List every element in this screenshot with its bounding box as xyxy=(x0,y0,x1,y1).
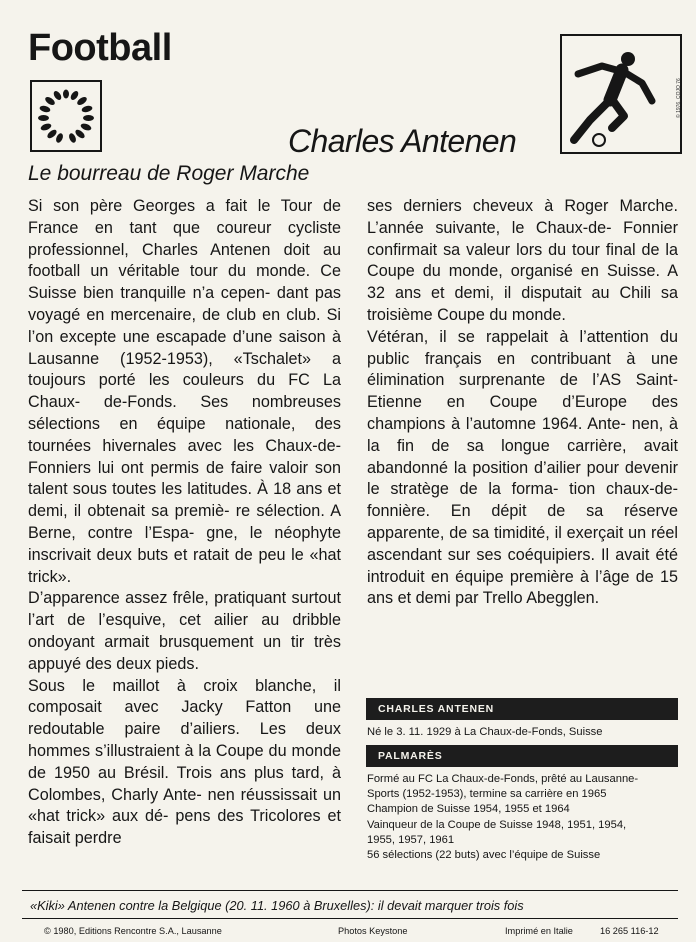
birth-info: Né le 3. 11. 1929 à La Chaux-de-Fonds, Suisse xyxy=(367,726,603,738)
caption-top-rule xyxy=(22,890,678,891)
palmares-line: Formé au FC La Chaux-de-Fonds, prêté au Lausanne- xyxy=(367,773,639,785)
article-subtitle: Le bourreau de Roger Marche xyxy=(28,162,310,185)
football-player-pictogram-icon xyxy=(562,36,680,152)
category-title: Football xyxy=(28,27,172,69)
publisher-credit: © 1980, Editions Rencontre S.A., Lausanne xyxy=(44,926,222,936)
palmares-heading: PALMARÈS xyxy=(366,745,678,767)
paragraph: Vétéran, il se rappelait à l’attention du public français en contribuant à une élimination surprenante de l’AS Saint-Etienne en Coupe d’Europe des champions à l’automne 1964. Ante- nen, à la fin de sa longue carrière, avait abandonné la position d’ailier pour devenir le stratège de la forma- tion chaux-de-fonnière. En dépit de sa réserve apparente, de sa timidité, il exerçait un réel ascendant sur ses coéquipiers. Il avait été introduit en équipe première à l’âge de 15 ans et demi par Trello Abegglen. xyxy=(367,327,678,608)
caption-bottom-rule xyxy=(22,918,678,919)
palmares-line: 56 sélections (22 buts) avec l’équipe de Suisse xyxy=(367,849,601,862)
printed-in: Imprimé en Italie xyxy=(505,926,573,936)
palmares-list xyxy=(367,772,687,863)
photo-credit: Photos Keystone xyxy=(338,926,408,936)
laurel-wreath-icon xyxy=(32,82,100,150)
paragraph: D’apparence assez frêle, pratiquant surtout l’art de l’esquive, cet ailier au dribble ondoyant armait brusquement un tir très appuyé des deux pieds. xyxy=(28,589,341,673)
sport-pictogram xyxy=(560,34,682,154)
palmares-line: Champion de Suisse 1954, 1955 et 1964 xyxy=(367,803,570,816)
paragraph: ses derniers cheveux à Roger Marche. L’année suivante, le Chaux-de- Fonnier confirmait sa valeur lors du tour final de la Coupe du monde, organisé en Suisse. A 32 ans et demi, il disputait au Chili sa troisième Coupe du monde. xyxy=(367,197,678,324)
paragraph: Sous le maillot à croix blanche, il composait avec Jacky Fatton une redoutable paire d’ailiers. Les deux hommes s’illustraient à la Coupe du monde de 1950 au Brésil. Trois ans plus tard, à Colombes, Charly Ante- nen réussissait un «hat trick» aux dé- pens des Tricolores et faisait perdre xyxy=(28,676,341,848)
card-code: 16 265 116-12 xyxy=(600,926,659,936)
photo-caption: «Kiki» Antenen contre la Belgique (20. 11. 1960 à Bruxelles): il devait marquer trois fois xyxy=(30,898,524,913)
side-copyright: © 1976, COJO 76 xyxy=(676,78,682,118)
player-name: Charles Antenen xyxy=(288,123,517,159)
infobox-name-heading: CHARLES ANTENEN xyxy=(366,698,678,720)
paragraph: Si son père Georges a fait le Tour de France en tant que coureur cycliste professionnel, Charles Antenen doit au football un véritable tour du monde. Ce Suisse bien tranquille n’a cepen- dant pas voyagé en mercenaire, de club en club. Si l’on excepte une escapade d’une saison à Lausanne (1952-1953), «Tschalet» a toujours porté les couleurs du FC La Chaux- de-Fonds. Ses nombreuses sélections en équipe nationale, des tournées hivernales avec les Chaux-de- Fonniers lui ont permis de faire valoir son talent sous toutes les latitudes. À 18 ans et demi, il obtenait sa premiè- re sélection. A Berne, contre l’Espa- gne, le néophyte inscrivait deux buts et ratait de peu le «hat trick». xyxy=(28,197,341,586)
palmares-line: Vainqueur de la Coupe de Suisse 1948, 1951, 1954, xyxy=(367,818,627,831)
palmares-line: Sports (1952-1953), termine sa carrière en 1965 xyxy=(367,788,607,801)
wreath-emblem xyxy=(30,80,102,152)
left-column xyxy=(28,196,341,850)
palmares-line: 1955, 1957, 1961 xyxy=(367,833,455,846)
right-column xyxy=(367,196,678,610)
